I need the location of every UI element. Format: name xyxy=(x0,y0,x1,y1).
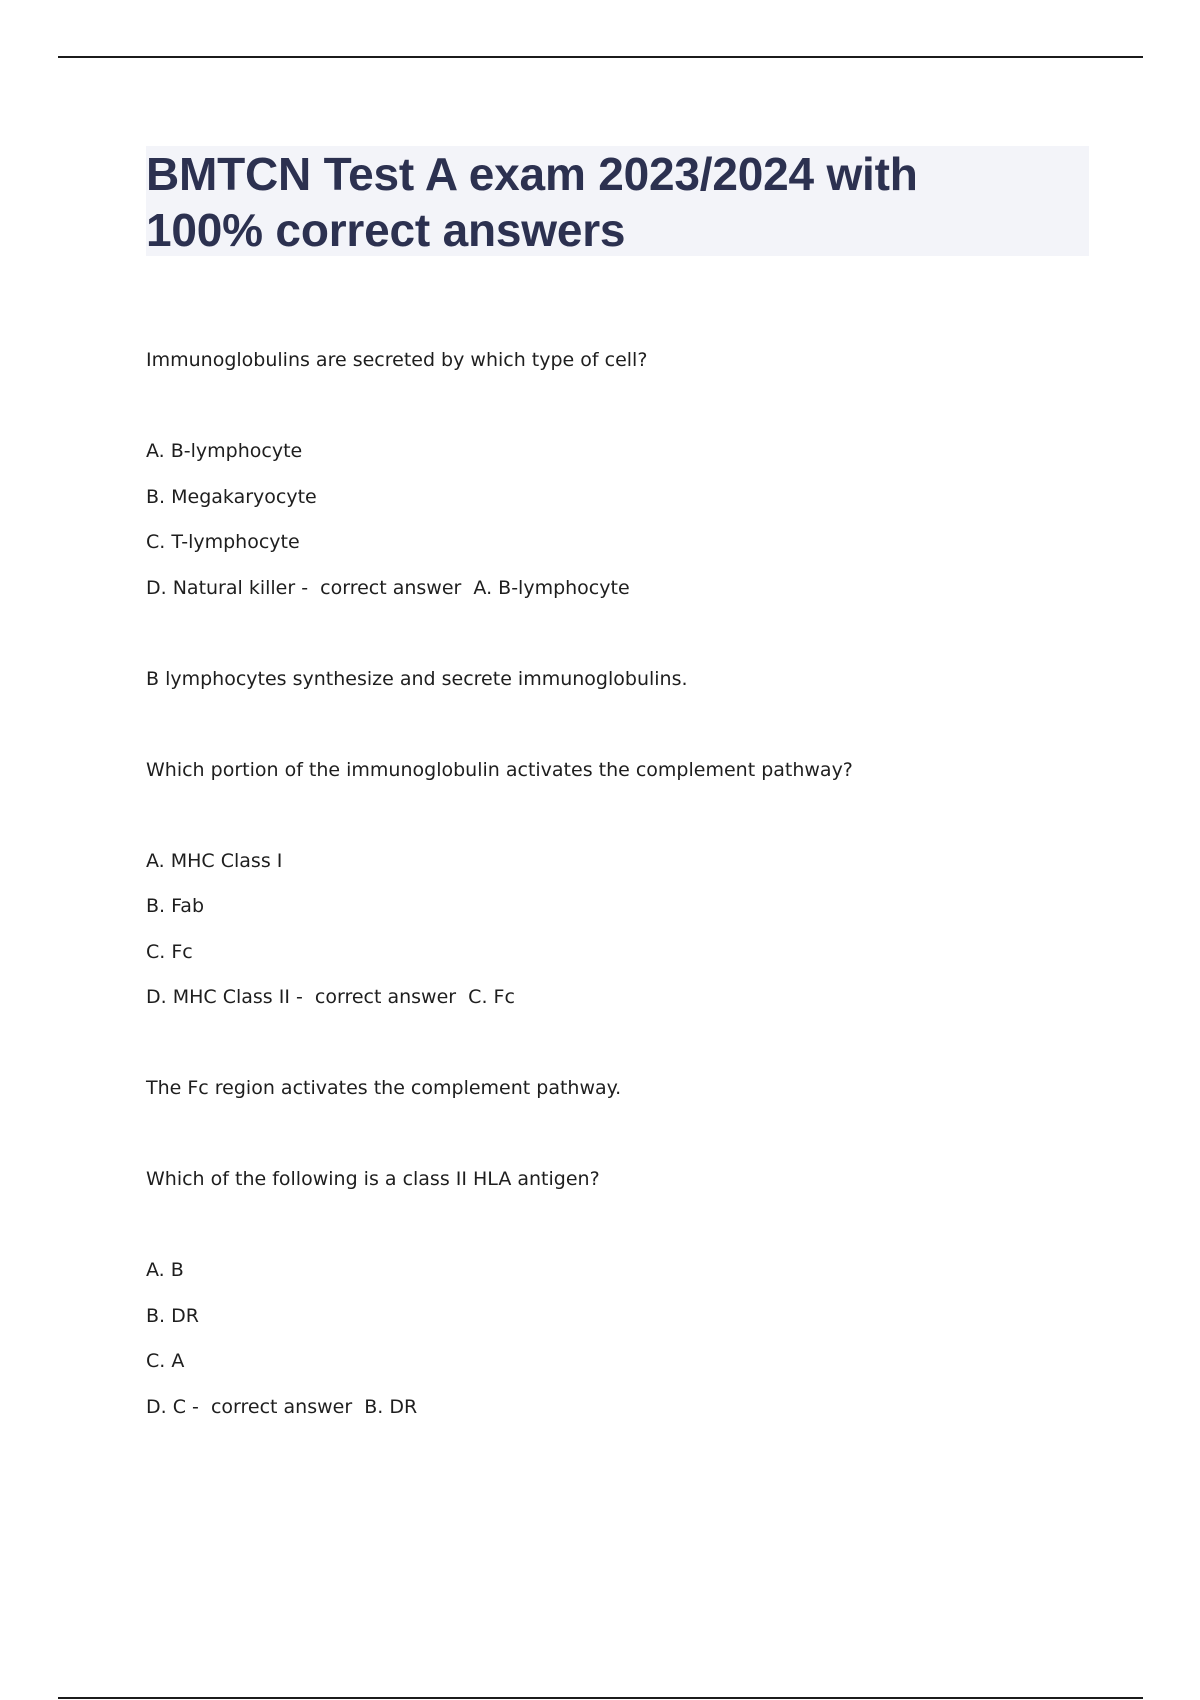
question-text: Which of the following is a class II HLA antigen? xyxy=(146,1168,600,1190)
question-text: Which portion of the immunoglobulin activates the complement pathway? xyxy=(146,759,853,781)
answer-option: B. Megakaryocyte xyxy=(146,486,317,508)
answer-option: A. B-lymphocyte xyxy=(146,440,303,462)
bottom-rule xyxy=(58,1697,1143,1699)
title-line-1: BMTCN Test A exam 2023/2024 with xyxy=(146,148,918,200)
document-title xyxy=(146,146,1006,258)
answer-option: C. Fc xyxy=(146,941,193,963)
answer-option: B. DR xyxy=(146,1305,199,1327)
answer-option-with-correct-answer: D. C - correct answer B. DR xyxy=(146,1396,418,1418)
title-line-2: 100% correct answers xyxy=(146,204,626,256)
answer-option: B. Fab xyxy=(146,895,205,917)
answer-option: C. A xyxy=(146,1350,185,1372)
answer-explanation: The Fc region activates the complement pathway. xyxy=(146,1077,622,1099)
answer-explanation: B lymphocytes synthesize and secrete immunoglobulins. xyxy=(146,668,688,690)
top-rule xyxy=(58,56,1143,58)
question-text: Immunoglobulins are secreted by which type of cell? xyxy=(146,349,648,371)
answer-option: C. T-lymphocyte xyxy=(146,531,300,553)
answer-option: A. MHC Class I xyxy=(146,850,283,872)
answer-option: A. B xyxy=(146,1259,184,1281)
answer-option-with-correct-answer: D. MHC Class II - correct answer C. Fc xyxy=(146,986,515,1008)
answer-option-with-correct-answer: D. Natural killer - correct answer A. B-lymphocyte xyxy=(146,577,630,599)
